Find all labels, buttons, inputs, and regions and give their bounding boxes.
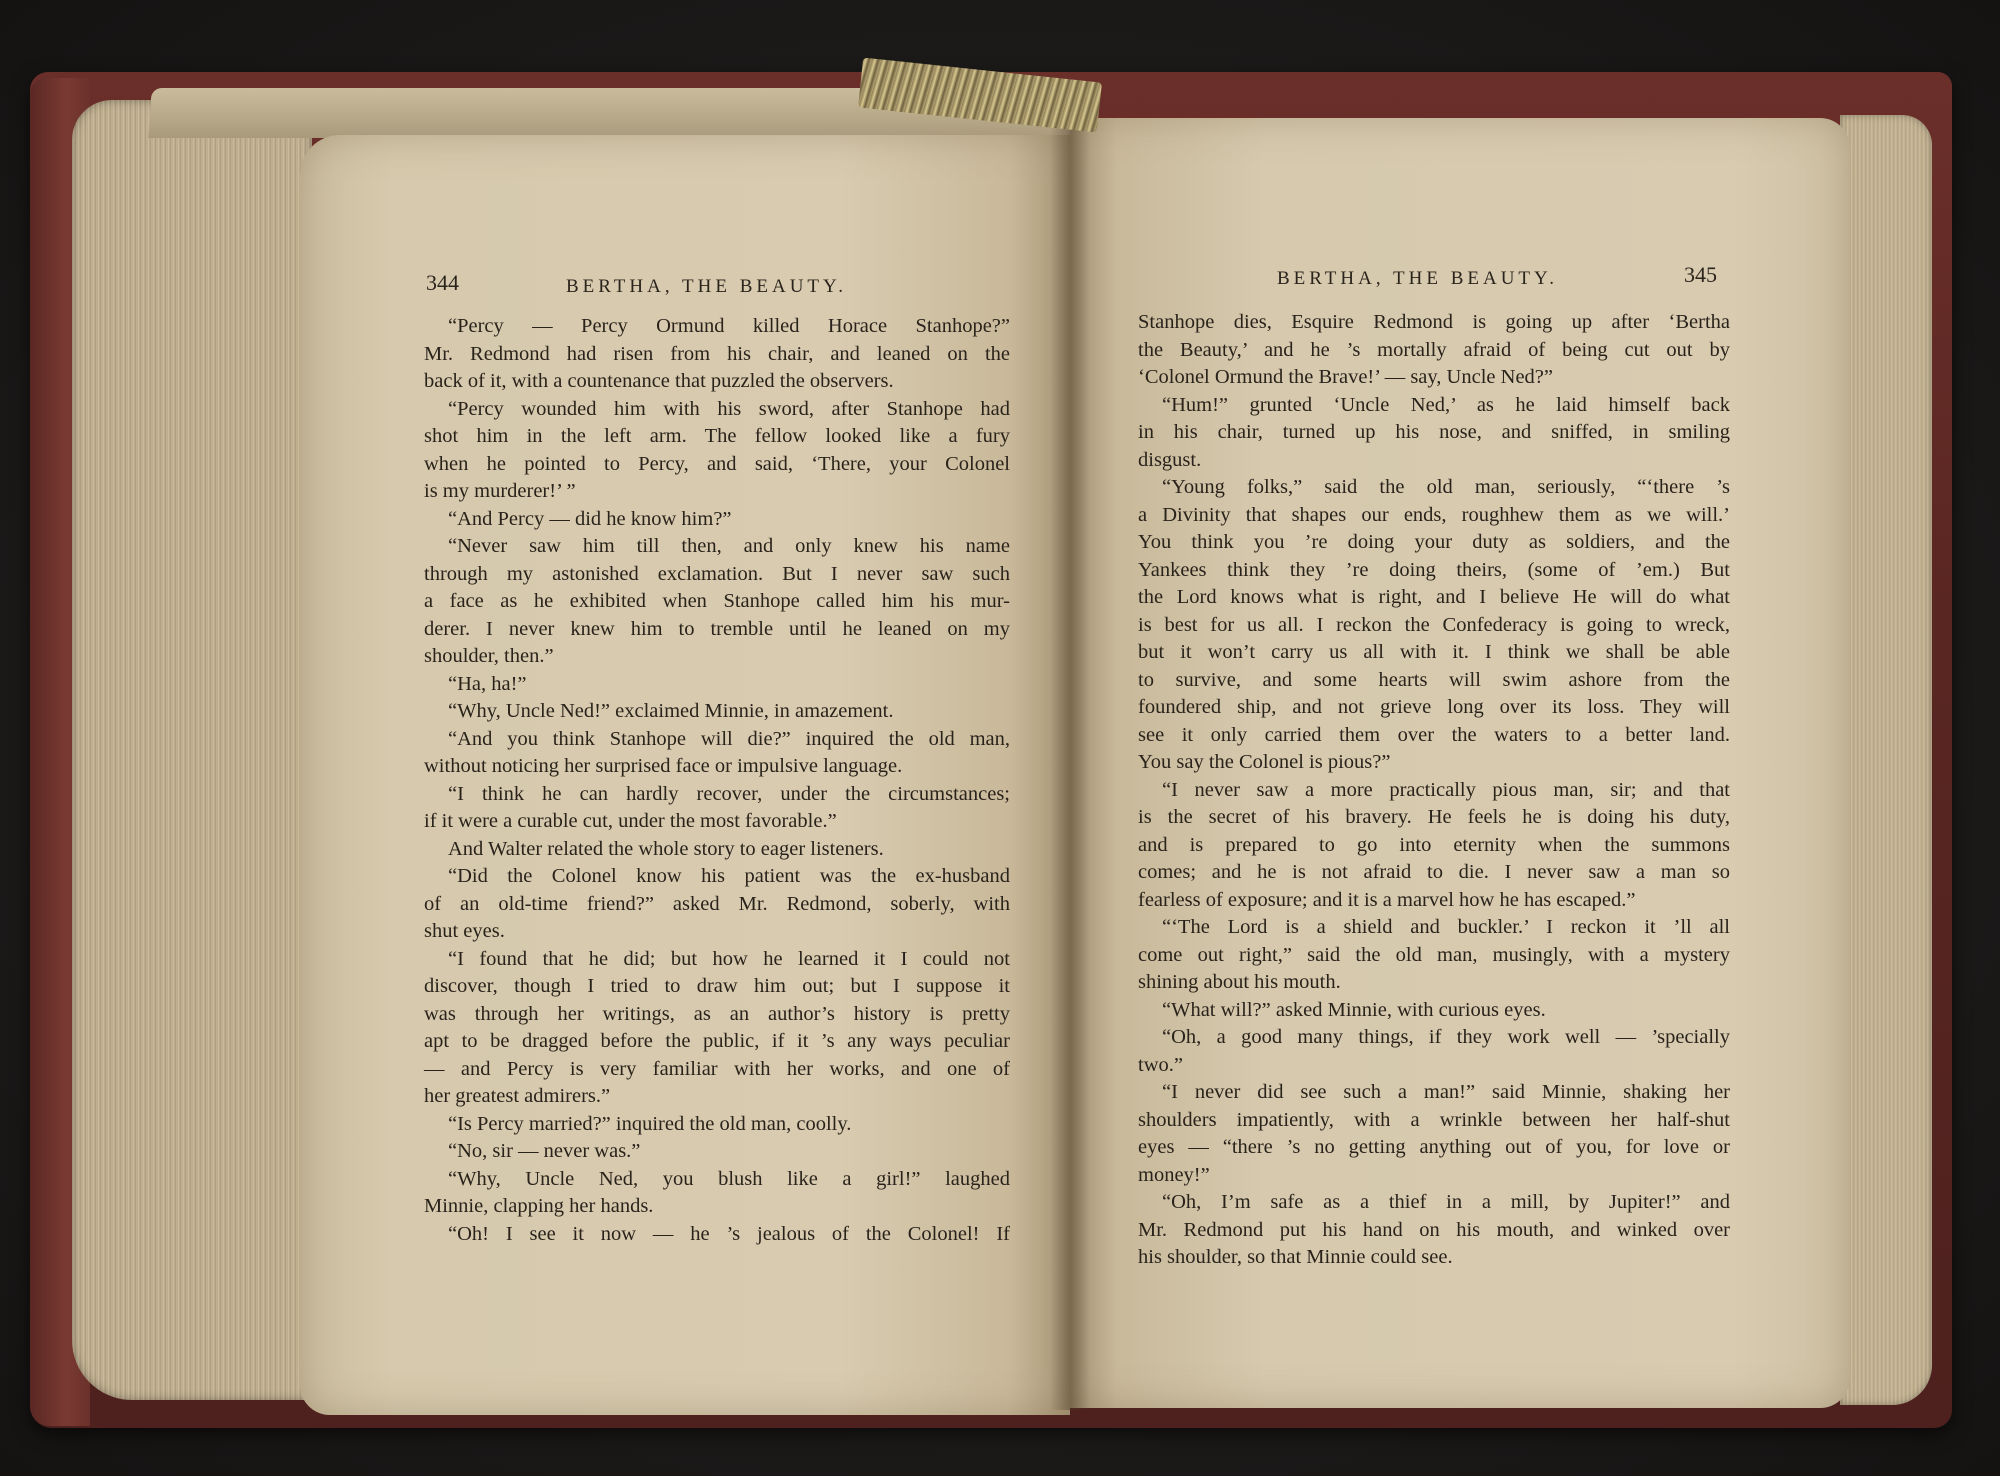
text-line: the Lord knows what is right, and I believe He will do what (1138, 586, 1730, 608)
text-line: the Beauty,’ and he ’s mortally afraid of being cut out by (1138, 338, 1730, 361)
text-line: her greatest admirers.” (424, 1085, 611, 1107)
text-line: back of it, with a countenance that puzzled the observers. (424, 370, 894, 392)
text-line: derer. I never knew him to tremble until he leaned on my (424, 617, 1010, 640)
left-page-text (424, 313, 1010, 1248)
left-page-stack (72, 100, 312, 1400)
right-running-head: BERTHA, THE BEAUTY. (1277, 268, 1559, 289)
text-line: “Why, Uncle Ned!” exclaimed Minnie, in amazement. (448, 700, 894, 722)
text-line: come out right,” said the old man, musingly, with a mystery (1138, 943, 1730, 966)
text-line: “Hum!” grunted ‘Uncle Ned,’ as he laid himself back (1162, 393, 1730, 416)
text-line: shoulder, then.” (424, 645, 554, 667)
text-line: discover, though I tried to draw him out; but I suppose it (424, 975, 1010, 997)
text-line: disgust. (1138, 448, 1202, 471)
text-line: “Percy wounded him with his sword, after Stanhope had (448, 397, 1010, 420)
text-line: in his chair, turned up his nose, and sniffed, in smiling (1138, 421, 1730, 443)
text-line: is best for us all. I reckon the Confederacy is going to wreck, (1138, 613, 1730, 636)
text-line: “Percy — Percy Ormund killed Horace Stanhope?” (448, 315, 1010, 337)
text-line: his shoulder, so that Minnie could see. (1138, 1246, 1453, 1268)
text-line: of an old-time friend?” asked Mr. Redmond, soberly, with (424, 892, 1010, 915)
text-line: and is prepared to go into eternity when the summons (1138, 833, 1730, 856)
text-line: Yankees think they ’re doing theirs, (some of ’em.) But (1138, 558, 1730, 581)
book-gutter (1050, 120, 1090, 1410)
text-line: was through her writings, as an author’s history is pretty (424, 1002, 1010, 1025)
text-line: You think you ’re doing your duty as soldiers, and the (1138, 531, 1730, 553)
text-line: shut eyes. (424, 920, 505, 942)
text-line: shining about his mouth. (1138, 971, 1341, 993)
text-line: “And you think Stanhope will die?” inquired the old man, (448, 727, 1010, 750)
text-line: “Why, Uncle Ned, you blush like a girl!” laughed (448, 1167, 1010, 1190)
text-line: “Oh, a good many things, if they work well — ’specially (1162, 1026, 1730, 1048)
text-line: ‘Colonel Ormund the Brave!’ — say, Uncle Ned?” (1138, 366, 1553, 388)
text-line: “Did the Colonel know his patient was the ex-husband (448, 865, 1010, 887)
text-line: is the secret of his bravery. He feels he is doing his duty, (1138, 806, 1730, 828)
text-line: shoulders impatiently, with a wrinkle between her half-shut (1138, 1108, 1730, 1131)
text-line: “No, sir — never was.” (448, 1140, 641, 1162)
text-line: foundered ship, and not grieve long over its loss. They will (1138, 696, 1730, 718)
text-line: “Oh! I see it now — he ’s jealous of the Colonel! If (448, 1222, 1010, 1245)
text-line: “Ha, ha!” (448, 672, 527, 695)
text-line: but it won’t carry us all with it. I think we shall be able (1138, 641, 1730, 663)
text-line: You say the Colonel is pious?” (1138, 751, 1391, 773)
text-line: without noticing her surprised face or impulsive language. (424, 755, 903, 777)
text-line: Minnie, clapping her hands. (424, 1195, 654, 1217)
text-line: “Oh, I’m safe as a thief in a mill, by Jupiter!” and (1162, 1191, 1730, 1213)
text-line: shot him in the left arm. The fellow looked like a fury (424, 425, 1010, 447)
right-page-stack (1840, 115, 1932, 1405)
text-line: when he pointed to Percy, and said, ‘There, your Colonel (424, 452, 1010, 475)
left-running-head: BERTHA, THE BEAUTY. (566, 276, 848, 297)
text-line: if it were a curable cut, under the most favorable.” (424, 810, 837, 832)
text-line: “What will?” asked Minnie, with curious eyes. (1162, 998, 1546, 1021)
text-line: see it only carried them over the waters to a better land. (1138, 723, 1730, 746)
text-line: through my astonished exclamation. But I never saw such (424, 562, 1010, 585)
text-line: And Walter related the whole story to eager listeners. (448, 837, 884, 860)
text-line: a face as he exhibited when Stanhope called him his mur- (424, 590, 1010, 612)
text-line: money!” (1138, 1163, 1210, 1186)
text-line: two.” (1138, 1053, 1183, 1076)
text-line: — and Percy is very familiar with her works, and one of (424, 1057, 1010, 1080)
text-line: eyes — “there ’s no getting anything out of you, for love or (1138, 1136, 1730, 1158)
right-page-number: 345 (1684, 262, 1717, 287)
text-line: comes; and he is not afraid to die. I never saw a man so (1138, 861, 1730, 883)
text-line: “Is Percy married?” inquired the old man, coolly. (448, 1112, 852, 1135)
text-line: to survive, and some hearts will swim ashore from the (1138, 668, 1730, 691)
text-line: “And Percy — did he know him?” (448, 507, 732, 530)
text-line: “I found that he did; but how he learned it I could not (448, 947, 1010, 970)
text-line: “I never did see such a man!” said Minnie, shaking her (1162, 1081, 1730, 1103)
text-line: “‘The Lord is a shield and buckler.’ I reckon it ’ll all (1162, 916, 1730, 938)
text-line: “I think he can hardly recover, under the circumstances; (448, 782, 1010, 805)
text-line: Mr. Redmond had risen from his chair, and leaned on the (424, 342, 1010, 365)
text-line: is my murderer!’ ” (424, 480, 576, 502)
text-line: Stanhope dies, Esquire Redmond is going up after ‘Bertha (1138, 311, 1730, 333)
left-page-number: 344 (426, 270, 459, 295)
text-line: fearless of exposure; and it is a marvel how he has escaped.” (1138, 888, 1636, 911)
right-page-text (1138, 309, 1730, 1272)
text-line: “Never saw him till then, and only knew his name (448, 535, 1010, 557)
text-line: apt to be dragged before the public, if it ’s any ways peculiar (424, 1030, 1010, 1052)
text-line: “I never saw a more practically pious man, sir; and that (1162, 778, 1730, 801)
text-line: Mr. Redmond put his hand on his mouth, and winked over (1138, 1218, 1730, 1241)
text-line: “Young folks,” said the old man, seriously, “‘there ’s (1162, 476, 1730, 498)
text-line: a Divinity that shapes our ends, roughhew them as we will.’ (1138, 503, 1730, 526)
